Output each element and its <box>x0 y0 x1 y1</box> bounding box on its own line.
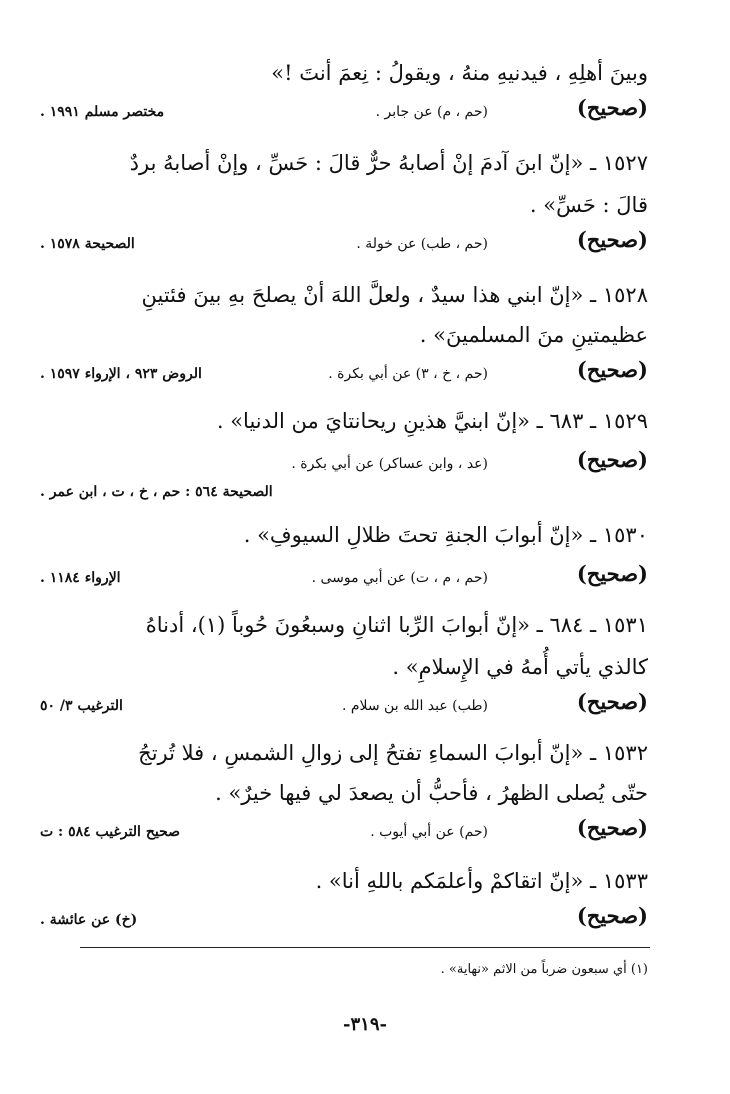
narrator-reference: (حم ، م ، ت) عن أبي موسى . <box>311 570 488 586</box>
hadith-text-line: ١٥٣١ ـ ٦٨٤ ـ «إنّ أبوابَ الرِّبا اثنانِ وسبعُونَ حُوباً (١)، أدناهُ <box>145 613 648 637</box>
hadith-text-line: ١٥٢٧ ـ «إنّ ابنَ آدمَ إنْ أصابهُ حرٌّ قالَ : حَسِّ ، وإنْ أصابهُ بردٌ <box>129 151 648 175</box>
narrator-reference: (حم ، م) عن جابر . <box>375 104 488 120</box>
source-line <box>40 815 648 844</box>
hadith-text-line: حتّى يُصلى الظهرُ ، فأحبُّ أن يصعدَ لي فيها خيرٌ» . <box>215 781 648 805</box>
source-line <box>40 447 648 476</box>
hadith-text-line: ١٥٢٩ ـ ٦٨٣ ـ «إنّ ابنيَّ هذينِ ريحانتايَ من الدنيا» . <box>216 409 648 433</box>
bibliographic-reference: صحيح الترغيب ٥٨٤ : ت <box>40 824 181 840</box>
footnote-separator <box>80 947 650 948</box>
footnote: (١) أي سبعون ضرباً من الاثم «نهاية» . <box>440 962 648 977</box>
hadith-text-line: عظيمتينِ منَ المسلمينَ» . <box>419 323 648 347</box>
grade-label: (صحيح) <box>576 227 648 252</box>
bibliographic-reference: الصحيحة ١٥٧٨ . <box>40 236 135 252</box>
hadith-text-line: وبينَ أهلِهِ ، فيدنيهِ منهُ ، ويقولُ : نِعمَ أنتَ !» <box>271 61 648 85</box>
hadith-text-line: ١٥٣٠ ـ «إنّ أبوابَ الجنةِ تحتَ ظلالِ السيوفِ» . <box>243 523 648 547</box>
narrator-reference: (خ) عن عائشة . <box>40 912 138 928</box>
bibliographic-reference: الإرواء ١١٨٤ . <box>40 570 121 586</box>
source-line <box>40 689 648 718</box>
hadith-text-line: ١٥٢٨ ـ «إنّ ابني هذا سيدٌ ، ولعلَّ اللهَ أنْ يصلحَ بهِ بينَ فئتينِ <box>141 283 648 307</box>
grade-label: (صحيح) <box>576 561 648 586</box>
grade-label: (صحيح) <box>576 95 648 120</box>
hadith-text-line: قالَ : حَسِّ» . <box>529 193 648 217</box>
bibliographic-reference: الروض ٩٢٣ ، الإرواء ١٥٩٧ . <box>40 366 202 382</box>
bibliographic-reference: الصحيحة ٥٦٤ : حم ، خ ، ت ، ابن عمر . <box>40 484 273 500</box>
narrator-reference: (عد ، وابن عساكر) عن أبي بكرة . <box>291 456 488 472</box>
hadith-text-line: ١٥٣٢ ـ «إنّ أبوابَ السماءِ تفتحُ إلى زوالِ الشمسِ ، فلا تُرتجُ <box>138 741 648 765</box>
narrator-reference: (حم ، خ ، ٣) عن أبي بكرة . <box>328 366 488 382</box>
bibliographic-reference: مختصر مسلم ١٩٩١ . <box>40 104 165 120</box>
grade-label: (صحيح) <box>576 447 648 472</box>
narrator-reference: (حم ، طب) عن خولة . <box>356 236 488 252</box>
source-line <box>40 95 648 124</box>
hadith-text-line: ١٥٣٣ ـ «إنّ اتقاكمْ وأعلمَكم باللهِ أنا» . <box>315 869 648 893</box>
hadith-text-line: كالذي يأتي أُمهُ في الإِسلامِ» . <box>392 655 648 679</box>
grade-label: (صحيح) <box>576 903 648 928</box>
grade-label: (صحيح) <box>576 689 648 714</box>
source-line-continued <box>40 480 648 504</box>
source-line <box>40 357 648 386</box>
source-line <box>40 227 648 256</box>
narrator-reference: (حم) عن أبي أيوب . <box>370 824 488 840</box>
bibliographic-reference: الترغيب ٣/ ٥٠ <box>40 698 123 714</box>
page-number: -٣١٩- <box>343 1014 387 1035</box>
grade-label: (صحيح) <box>576 815 648 840</box>
grade-label: (صحيح) <box>576 357 648 382</box>
source-line <box>40 903 648 932</box>
narrator-reference: (طب) عبد الله بن سلام . <box>341 698 488 714</box>
source-line <box>40 561 648 590</box>
